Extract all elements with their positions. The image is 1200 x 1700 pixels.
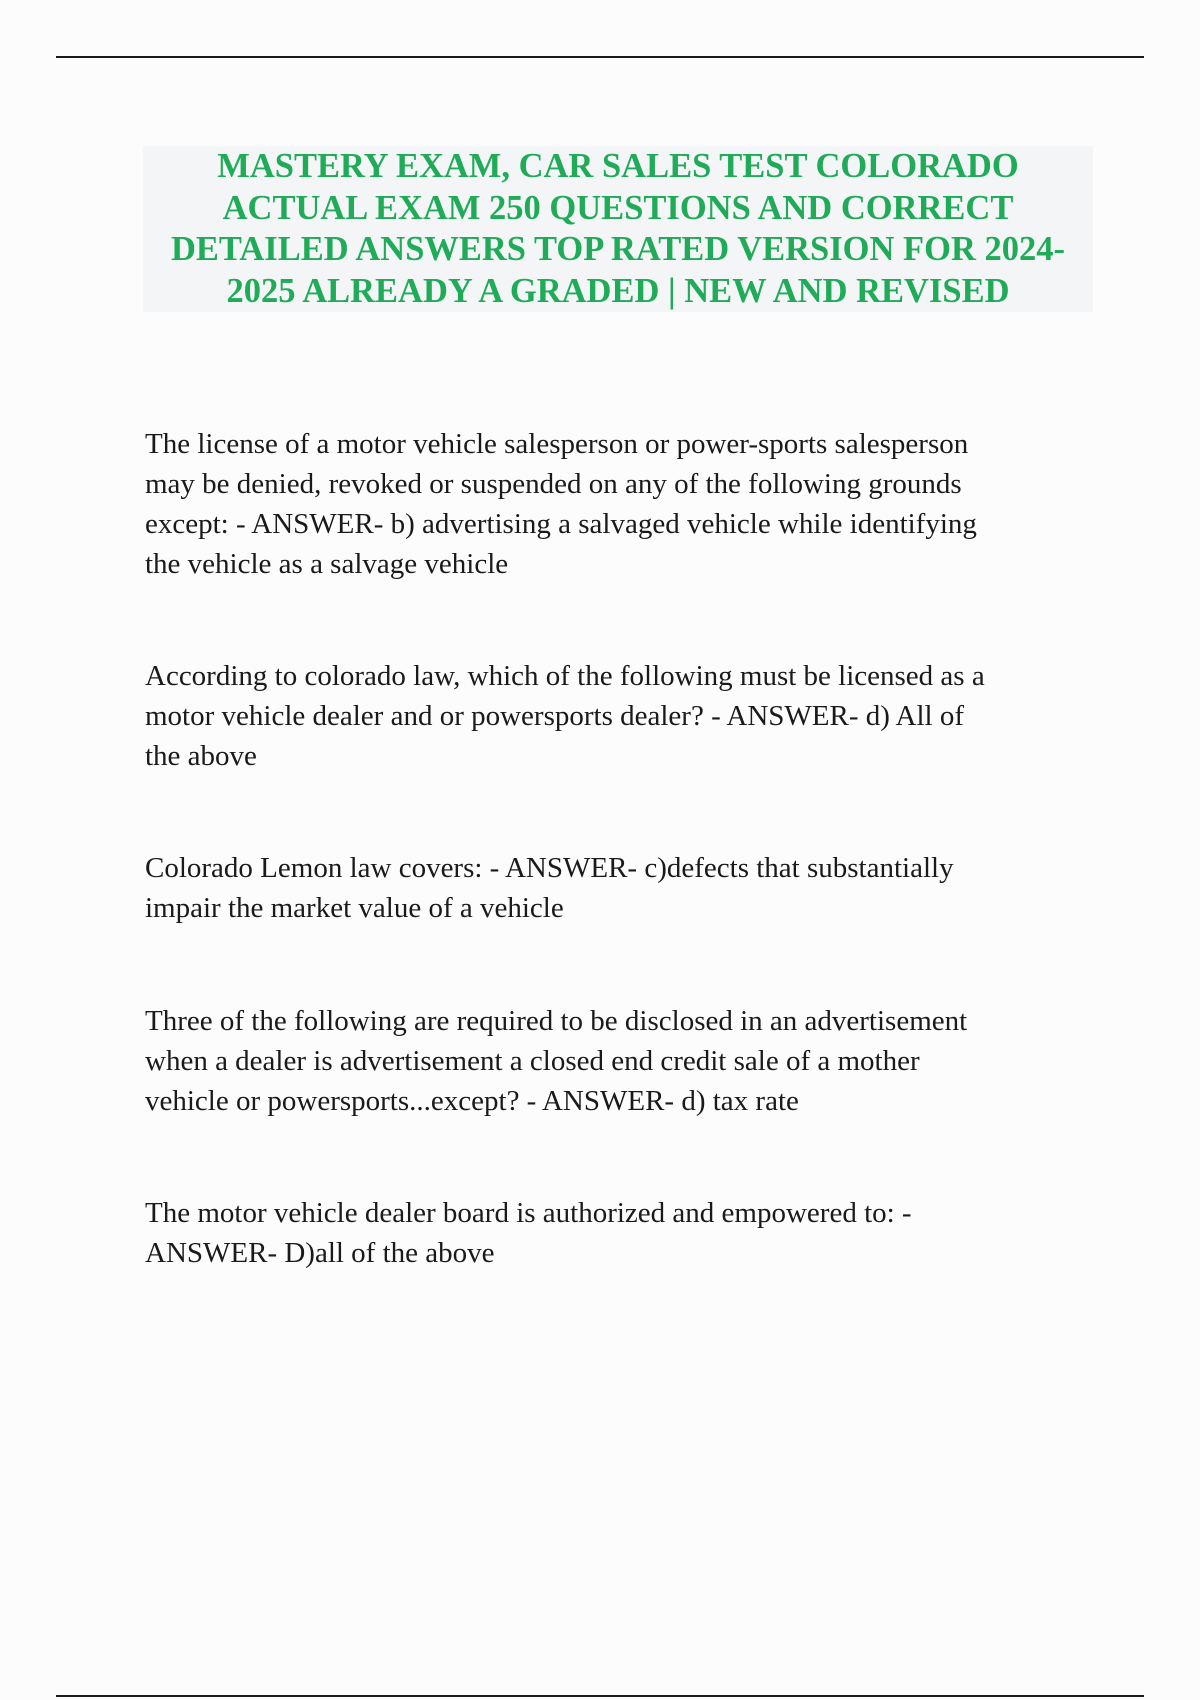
question-answer-1: The license of a motor vehicle salesperson or power-sports salesperson may be denied, revoked or suspended on any of the following grounds except: - ANSWER- b) advertising a salvaged vehicle while identifying the vehicle as a salvage vehicle: [145, 428, 977, 580]
bottom-rule: [56, 1695, 1144, 1697]
top-rule: [56, 56, 1144, 58]
question-answer-5: The motor vehicle dealer board is authorized and empowered to: - ANSWER- D)all of the above: [145, 1197, 912, 1269]
document-title: MASTERY EXAM, CAR SALES TEST COLORADO ACTUAL EXAM 250 QUESTIONS AND CORRECT DETAILED ANSWERS TOP RATED VERSION FOR 2024- 2025 ALREADY A GRADED | NEW AND REVISED: [170, 147, 1065, 310]
question-answer-4: Three of the following are required to be disclosed in an advertisement when a dealer is advertisement a closed end credit sale of a mother vehicle or powersports...except? - ANSWER- d) tax rate: [145, 1005, 968, 1117]
question-answer-3: Colorado Lemon law covers: - ANSWER- c)defects that substantially impair the market value of a vehicle: [145, 852, 954, 924]
title-banner: [143, 146, 1093, 312]
question-answer-2: According to colorado law, which of the following must be licensed as a motor vehicle dealer and or powersports dealer? - ANSWER- d) All of the above: [145, 660, 985, 772]
